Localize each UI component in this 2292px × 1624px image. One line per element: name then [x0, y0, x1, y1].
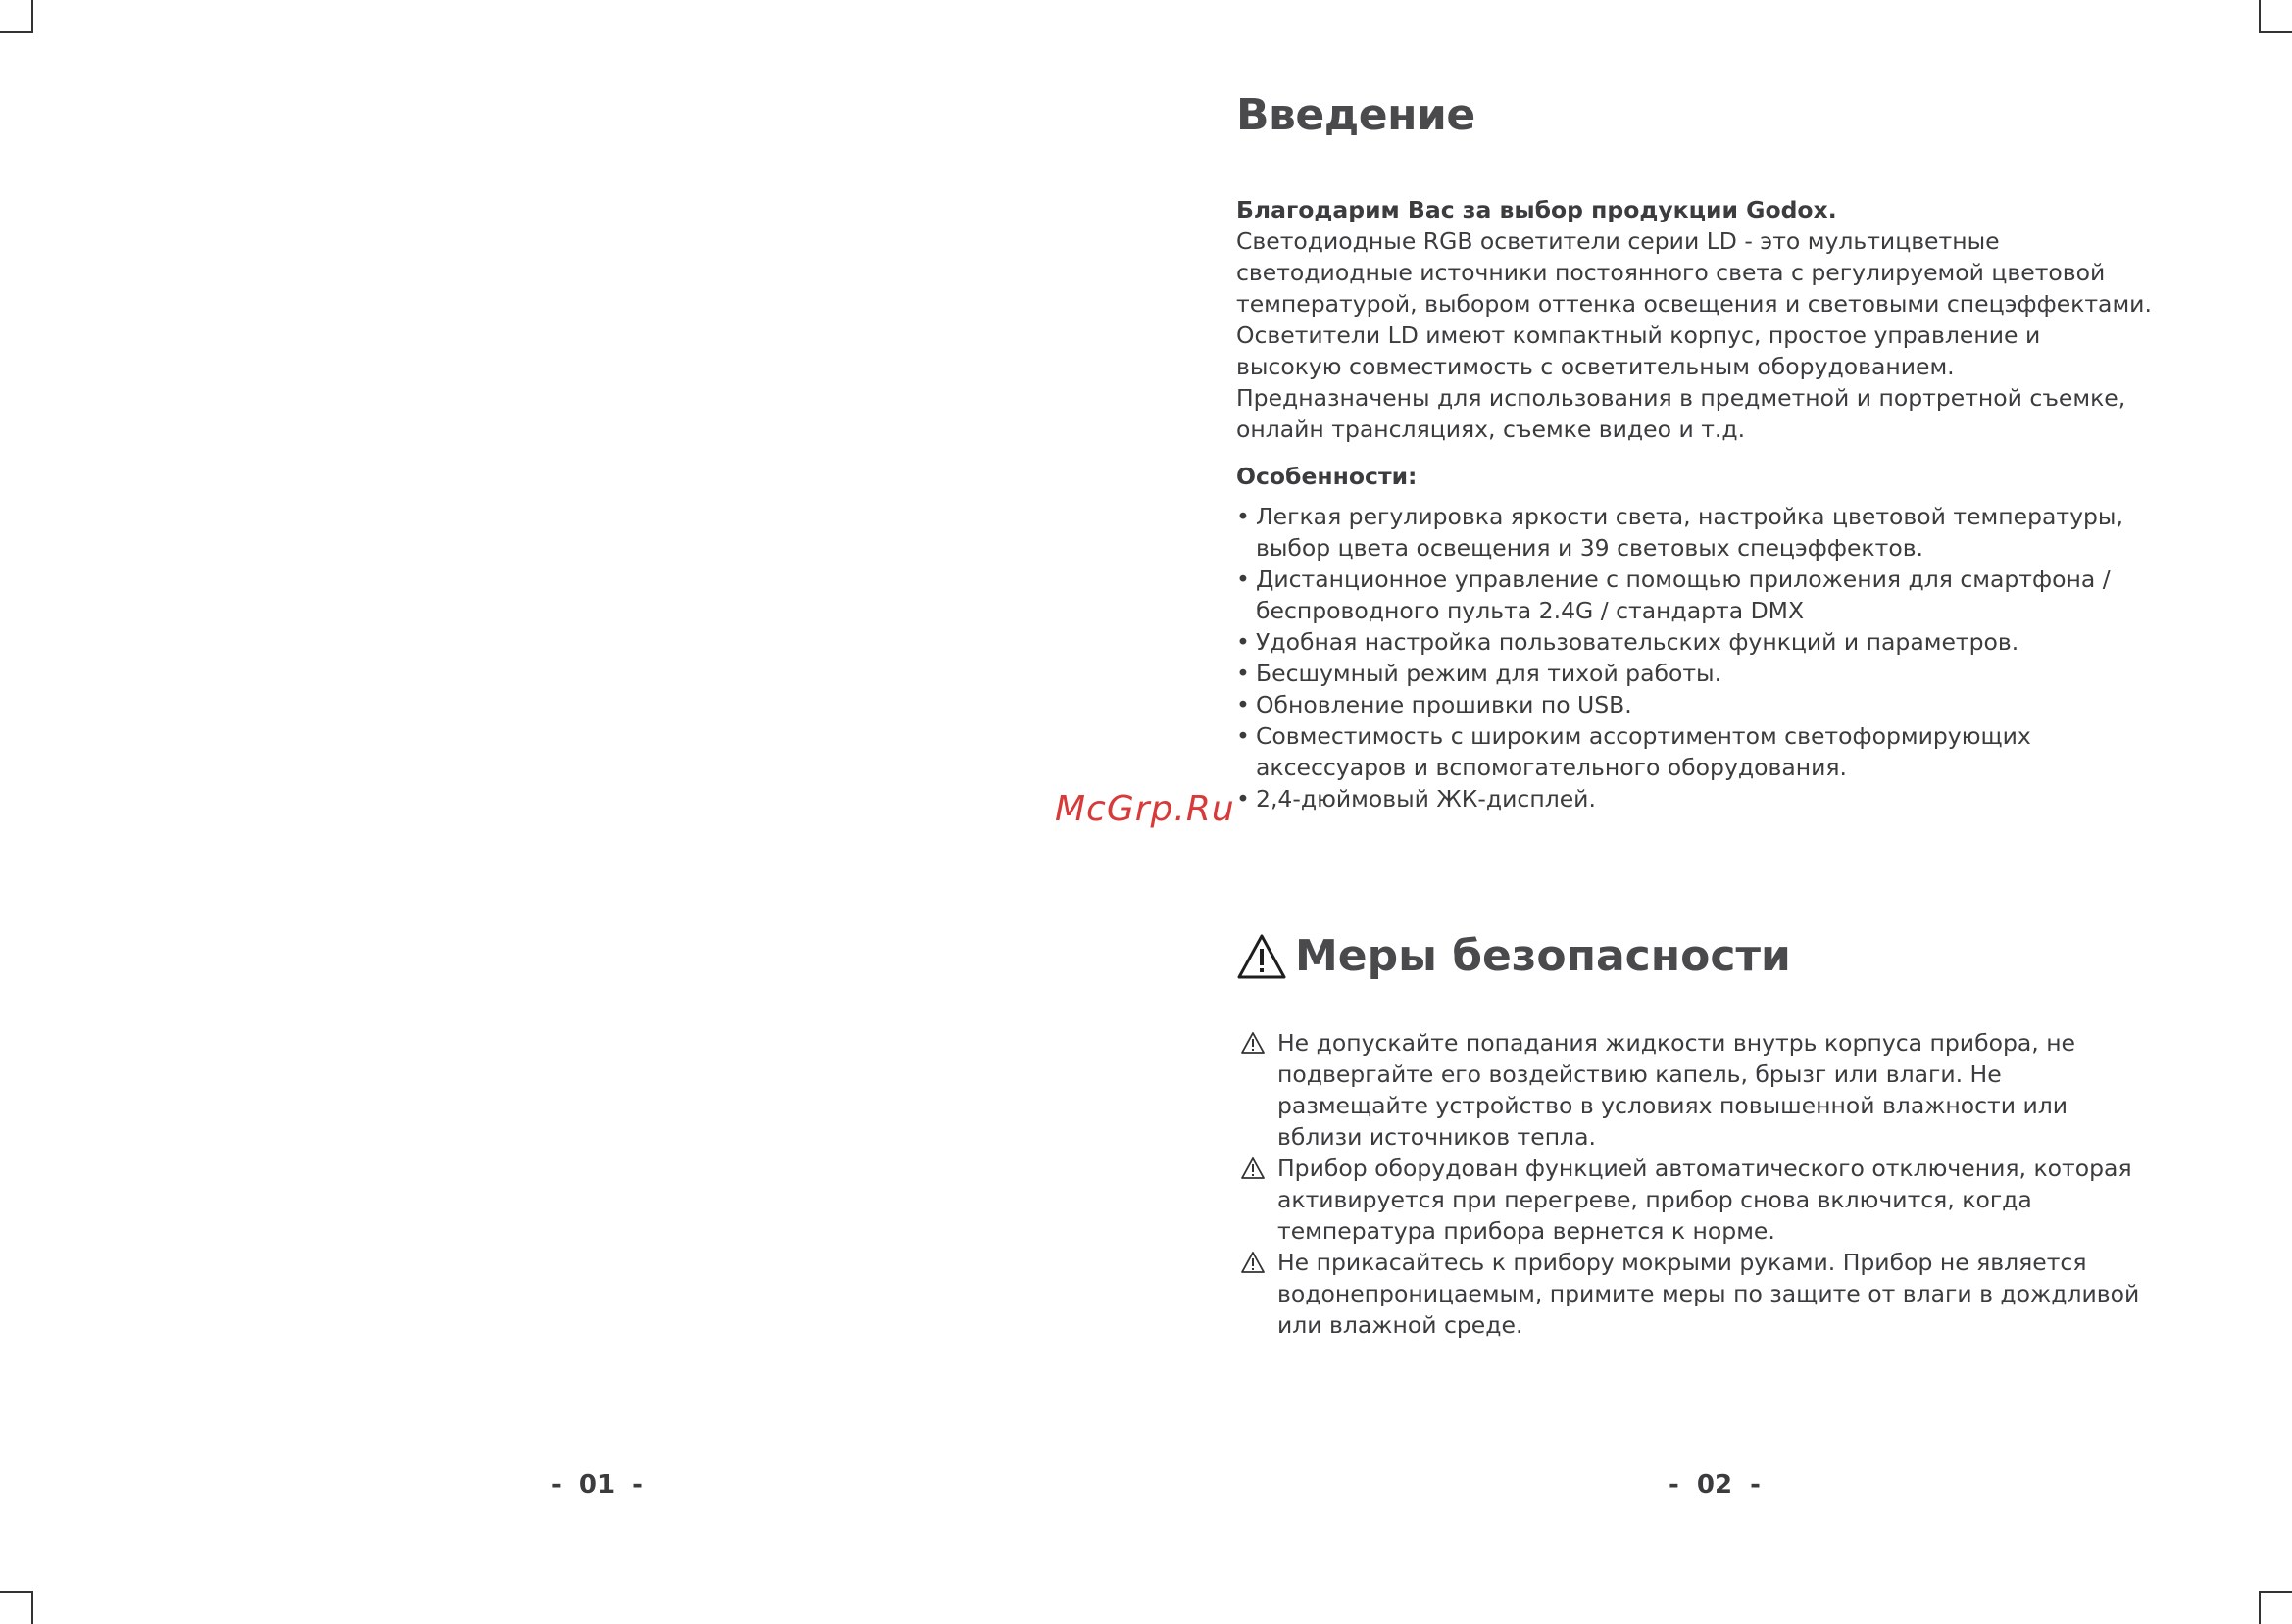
safety-title-block	[1236, 931, 1791, 981]
feature-line: Дистанционное управление с помощью приложения для смартфона /	[1256, 566, 2111, 593]
intro-lead: Благодарим Вас за выбор продукции Godox.	[1236, 196, 1837, 223]
safety-line: вблизи источников тепла.	[1277, 1123, 1596, 1151]
feature-line: беспроводного пульта 2.4G / стандарта DMX	[1256, 597, 1805, 624]
feature-line: Бесшумный режим для тихой работы.	[1256, 660, 1722, 687]
list-item	[1236, 658, 2236, 689]
feature-line: Обновление прошивки по USB.	[1256, 691, 1632, 718]
intro-title: Введение	[1236, 90, 1475, 140]
bullet: •	[1236, 691, 1250, 718]
bullet: •	[1236, 628, 1250, 656]
list-item	[1236, 501, 2236, 564]
warning-triangle-icon	[1236, 933, 1287, 980]
list-item	[1236, 564, 2236, 626]
safety-line: водонепроницаемым, примите меры по защите от влаги в дождливой	[1277, 1280, 2140, 1307]
features-list	[1236, 501, 2236, 814]
warning-triangle-icon	[1240, 1251, 1266, 1274]
features-title: Особенности:	[1236, 463, 1418, 490]
page-number-right: - 02 -	[1669, 1470, 1761, 1500]
feature-line: аксессуаров и вспомогательного оборудования.	[1256, 754, 1847, 781]
intro-line: Светодиодные RGB осветители серии LD - это мультицветные	[1236, 227, 2000, 255]
feature-line: Совместимость с широким ассортиментом светоформирующих	[1256, 722, 2031, 750]
safety-line: активируется при перегреве, прибор снова включится, когда	[1277, 1186, 2032, 1213]
intro-line: высокую совместимость с осветительным оборудованием.	[1236, 353, 1955, 380]
warning-triangle-icon	[1240, 1156, 1266, 1180]
safety-line: подвергайте его воздействию капель, брызг или влаги. Не	[1277, 1060, 2002, 1088]
safety-line: температура прибора вернется к норме.	[1277, 1217, 1775, 1245]
intro-line: онлайн трансляциях, съемке видео и т.д.	[1236, 416, 1746, 443]
warning-triangle-icon	[1240, 1031, 1266, 1055]
list-item	[1240, 1247, 2240, 1341]
feature-line: Легкая регулировка яркости света, настройка цветовой температуры,	[1256, 503, 2123, 530]
intro-text	[1236, 194, 2236, 445]
safety-line: или влажной среде.	[1277, 1311, 1523, 1339]
intro-line: светодиодные источники постоянного света с регулируемой цветовой	[1236, 259, 2106, 286]
feature-line: Удобная настройка пользовательских функций и параметров.	[1256, 628, 2019, 656]
bullet: •	[1236, 503, 1250, 530]
bullet: •	[1236, 722, 1250, 750]
safety-line: размещайте устройство в условиях повышенной влажности или	[1277, 1092, 2068, 1119]
safety-title: Меры безопасности	[1295, 931, 1791, 981]
list-item	[1240, 1153, 2240, 1247]
page-number-left: - 01 -	[551, 1470, 643, 1500]
safety-list	[1240, 1027, 2240, 1341]
list-item	[1240, 1027, 2240, 1153]
feature-line: выбор цвета освещения и 39 световых спецэффектов.	[1256, 534, 1924, 562]
intro-line: Предназначены для использования в предметной и портретной съемке,	[1236, 384, 2126, 412]
intro-line: температурой, выбором оттенка освещения и световыми спецэффектами.	[1236, 290, 2152, 318]
bullet: •	[1236, 660, 1250, 687]
right-page	[1146, 0, 2292, 1624]
list-item	[1236, 626, 2236, 658]
bullet: •	[1236, 785, 1250, 812]
list-item	[1236, 689, 2236, 720]
safety-line: Прибор оборудован функцией автоматического отключения, которая	[1277, 1155, 2132, 1182]
feature-line: 2,4-дюймовый ЖК-дисплей.	[1256, 785, 1596, 812]
list-item	[1236, 720, 2236, 783]
watermark[interactable]: McGrp.Ru	[1055, 789, 1235, 829]
safety-line: Не допускайте попадания жидкости внутрь корпуса прибора, не	[1277, 1029, 2076, 1057]
list-item	[1236, 783, 2236, 814]
bullet: •	[1236, 566, 1250, 593]
safety-line: Не прикасайтесь к прибору мокрыми руками. Прибор не является	[1277, 1249, 2087, 1276]
intro-line: Осветители LD имеют компактный корпус, простое управление и	[1236, 321, 2041, 349]
